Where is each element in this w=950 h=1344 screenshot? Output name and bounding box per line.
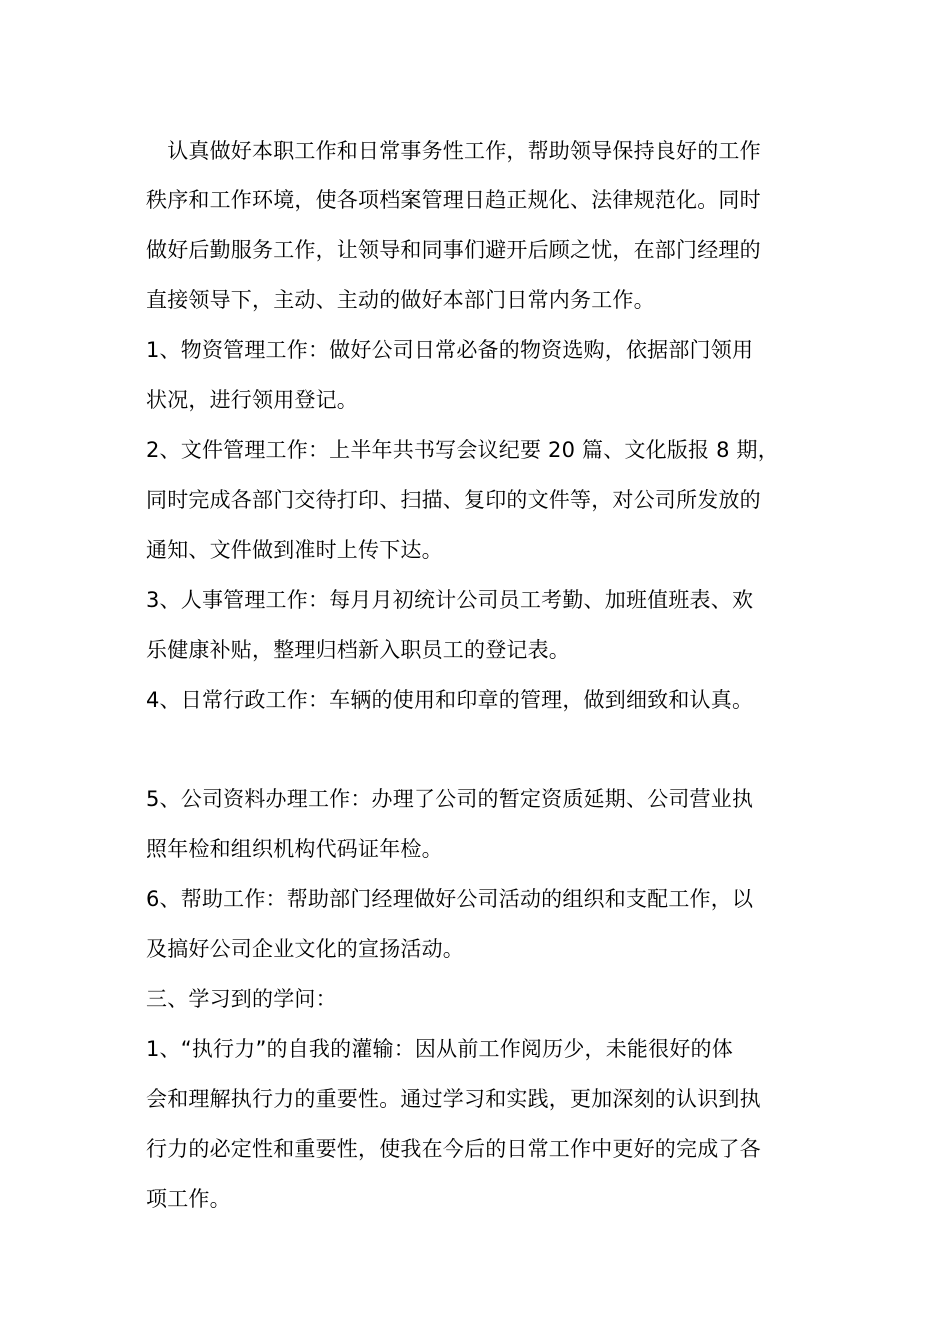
text-line: 通知、文件做到准时上传下达。 xyxy=(146,538,443,562)
text-line: 乐健康补贴，整理归档新入职员工的登记表。 xyxy=(146,638,570,662)
text-line: 行力的必定性和重要性，使我在今后的日常工作中更好的完成了各 xyxy=(146,1137,761,1161)
text-line: 直接领导下，主动、主动的做好本部门日常内务工作。 xyxy=(146,288,655,312)
text-line: 认真做好本职工作和日常事务性工作，帮助领导保持良好的工作 xyxy=(146,139,761,163)
text-line: 3、人事管理工作：每月月初统计公司员工考勤、加班值班表、欢 xyxy=(146,588,754,612)
text-line: 5、公司资料办理工作：办理了公司的暂定资质延期、公司营业执 xyxy=(146,787,754,811)
text-line: 会和理解执行力的重要性。通过学习和实践，更加深刻的认识到执 xyxy=(146,1087,761,1111)
text-line: 照年检和组织机构代码证年检。 xyxy=(146,837,443,861)
text-line: 状况，进行领用登记。 xyxy=(146,388,358,412)
text-line: 及搞好公司企业文化的宣扬活动。 xyxy=(146,937,464,961)
text-line: 2、文件管理工作：上半年共书写会议纪要 20 篇、文化版报 8 期， xyxy=(146,438,779,462)
text-line: 秩序和工作环境，使各项档案管理日趋正规化、法律规范化。同时 xyxy=(146,188,761,212)
section-heading: 三、学习到的学问： xyxy=(146,987,337,1011)
text-line: 项工作。 xyxy=(146,1187,231,1211)
text-line: 6、帮助工作：帮助部门经理做好公司活动的组织和支配工作，以 xyxy=(146,887,754,911)
text-line: 1、“执行力”的自我的灌输：因从前工作阅历少，未能很好的体 xyxy=(146,1037,733,1061)
text-line: 做好后勤服务工作，让领导和同事们避开后顾之忧，在部门经理的 xyxy=(146,238,761,262)
text-line: 1、物资管理工作：做好公司日常必备的物资选购，依据部门领用 xyxy=(146,338,754,362)
text-line: 同时完成各部门交待打印、扫描、复印的文件等，对公司所发放的 xyxy=(146,488,761,512)
text-line: 4、日常行政工作：车辆的使用和印章的管理，做到细致和认真。 xyxy=(146,688,754,712)
